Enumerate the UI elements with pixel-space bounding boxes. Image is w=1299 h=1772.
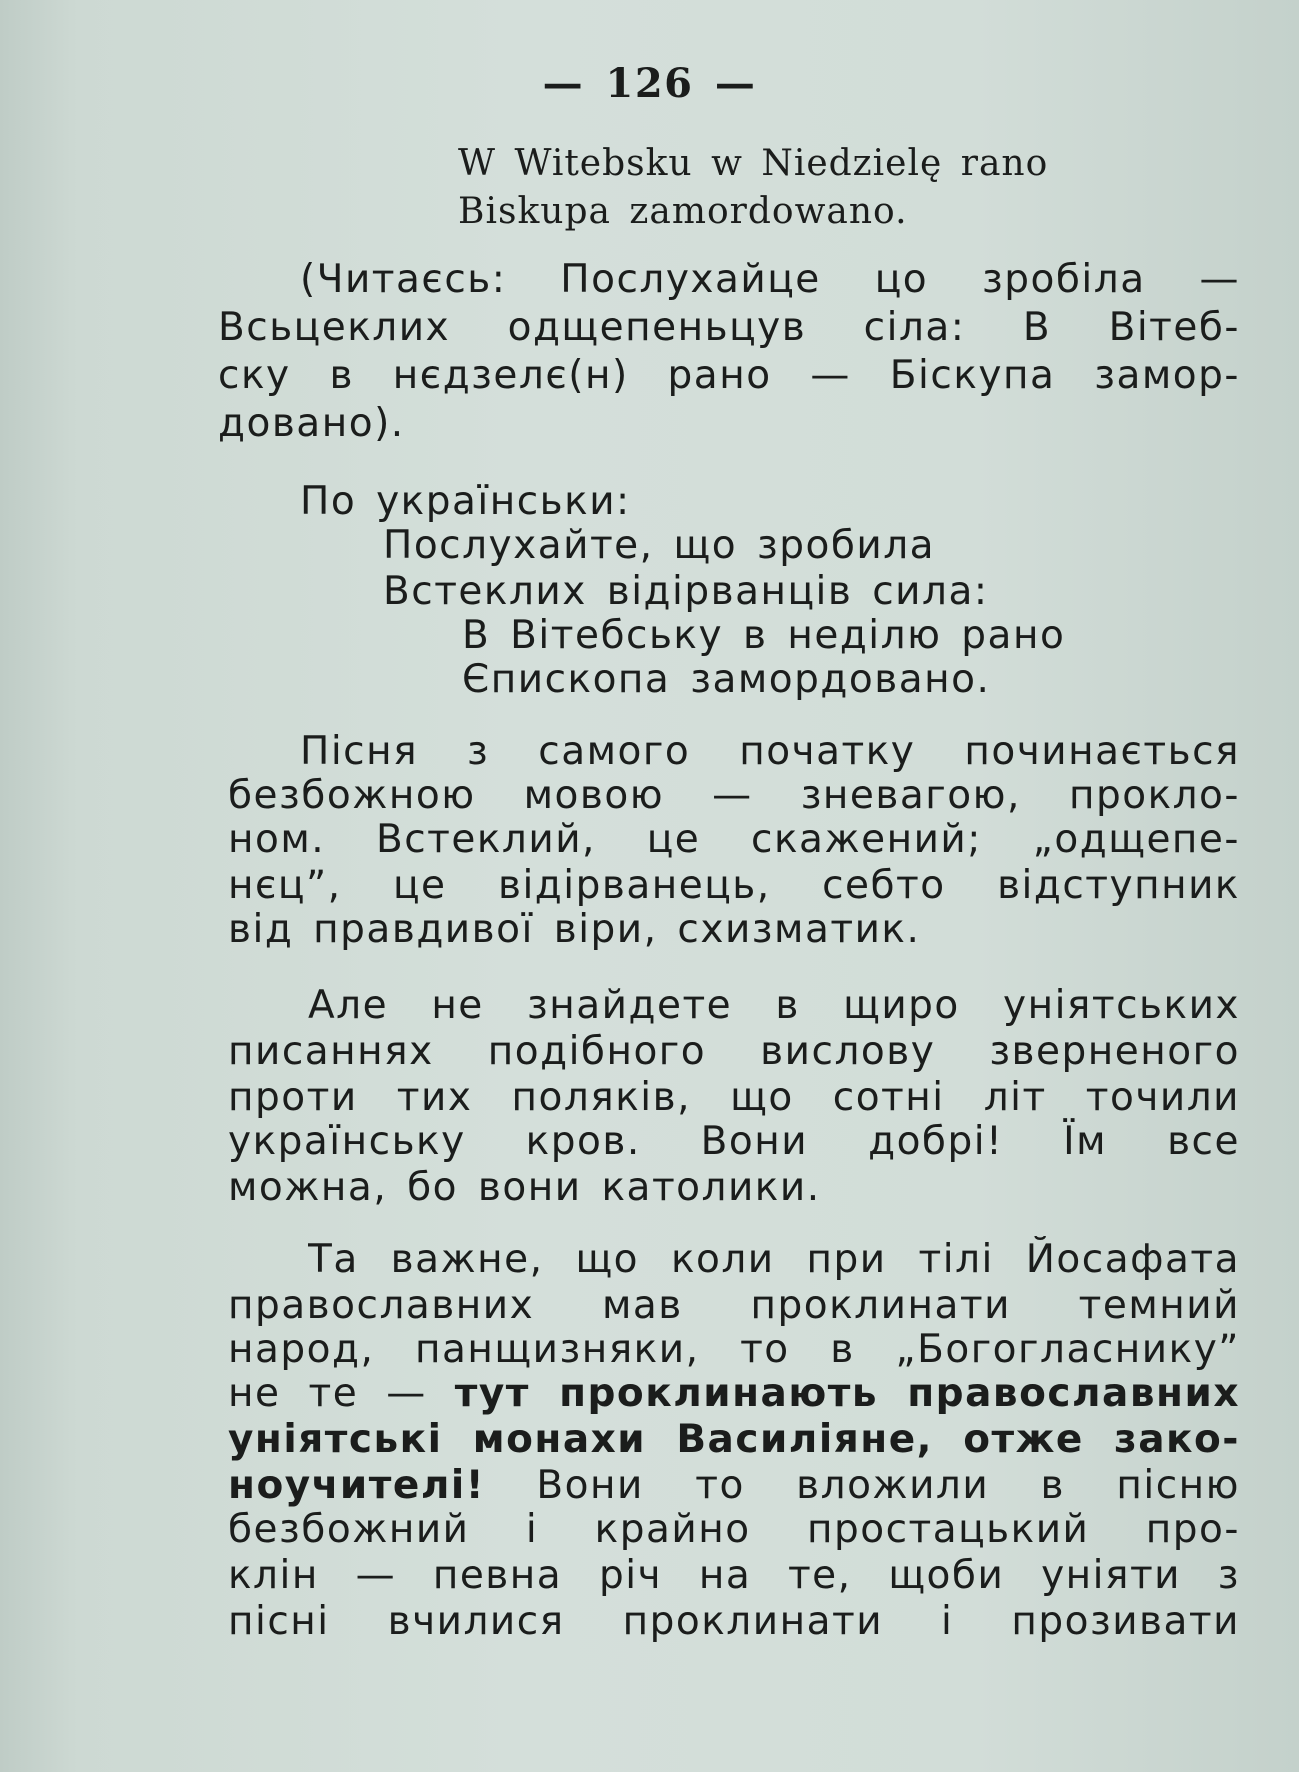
song-paragraph-line-3: ном. Встеклий, це скажений; „одщепе- [228,817,1240,862]
main-paragraph-line-5 [228,1416,1240,1464]
polish-verse-line-2: Biskupa zamordowano. [458,191,908,232]
main-line-4-bold: тут проклинають православних [454,1371,1240,1416]
uniate-paragraph-line-4: українську кров. Вони добрі! Їм все [228,1119,1240,1164]
uniate-paragraph-line-5: можна, бо вони католики. [228,1165,821,1210]
main-paragraph-line-2: православних мав проклинати темний [228,1283,1240,1328]
polish-verse-line-1: W Witebsku w Niedzielę rano [458,143,1049,184]
main-line-4-normal: не те — [228,1371,455,1416]
reading-line-1: (Читаєсь: Послухайце цо зробіла — [300,257,1240,302]
main-line-6-normal: Вони то вложили в пісню [485,1463,1240,1508]
ukrainian-verse-line-2: Встеклих відірванців сила: [383,569,989,614]
main-paragraph-line-3: народ, панщизняки, то в „Богогласнику” [228,1327,1240,1372]
main-paragraph-line-8: клін — певна річ на те, щоби уніяти з [228,1553,1240,1598]
song-paragraph-line-1: Пісня з самого початку починається [300,729,1240,774]
uniate-paragraph-line-3: проти тих поляків, що сотні літ точили [228,1075,1240,1120]
uniate-paragraph-line-2: писаннях подібного вислову зверненого [228,1029,1240,1074]
main-line-6-bold: ноучителі! [228,1463,486,1508]
song-paragraph-line-2: безбожною мовою — зневагою, прокло- [228,773,1240,818]
song-paragraph-line-4: нєц”, це відірванець, себто відступник [228,863,1240,908]
main-paragraph-line-4 [228,1370,1240,1418]
reading-line-3: ску в нєдзелє(н) рано — Біскупа замор- [218,353,1240,398]
reading-line-2: Всьцеклих одщепеньцув сіла: В Вітеб- [218,305,1240,350]
song-paragraph-line-5: від правдивої віри, схизматик. [228,907,921,952]
ukrainian-intro: По українськи: [300,479,631,524]
main-paragraph-line-6 [228,1462,1240,1510]
ukrainian-verse-line-1: Послухайте, що зробила [383,523,936,568]
reading-line-4: довано). [218,401,405,446]
ukrainian-verse-line-3: В Вітебську в неділю рано [462,613,1066,658]
main-paragraph-line-7: безбожний і крайно простацький про- [228,1507,1240,1552]
main-paragraph-line-9: пісні вчилися проклинати і прозивати [228,1599,1240,1644]
ukrainian-verse-line-4: Єпископа замордовано. [462,657,991,702]
page-number: — 126 — [542,60,757,107]
uniate-paragraph-line-1: Але не знайдете в щиро уніятських [308,983,1240,1028]
main-line-5-bold: уніятські монахи Василіяне, отже зако- [228,1417,1240,1462]
main-paragraph-line-1: Та важне, що коли при тілі Йосафата [308,1237,1240,1282]
